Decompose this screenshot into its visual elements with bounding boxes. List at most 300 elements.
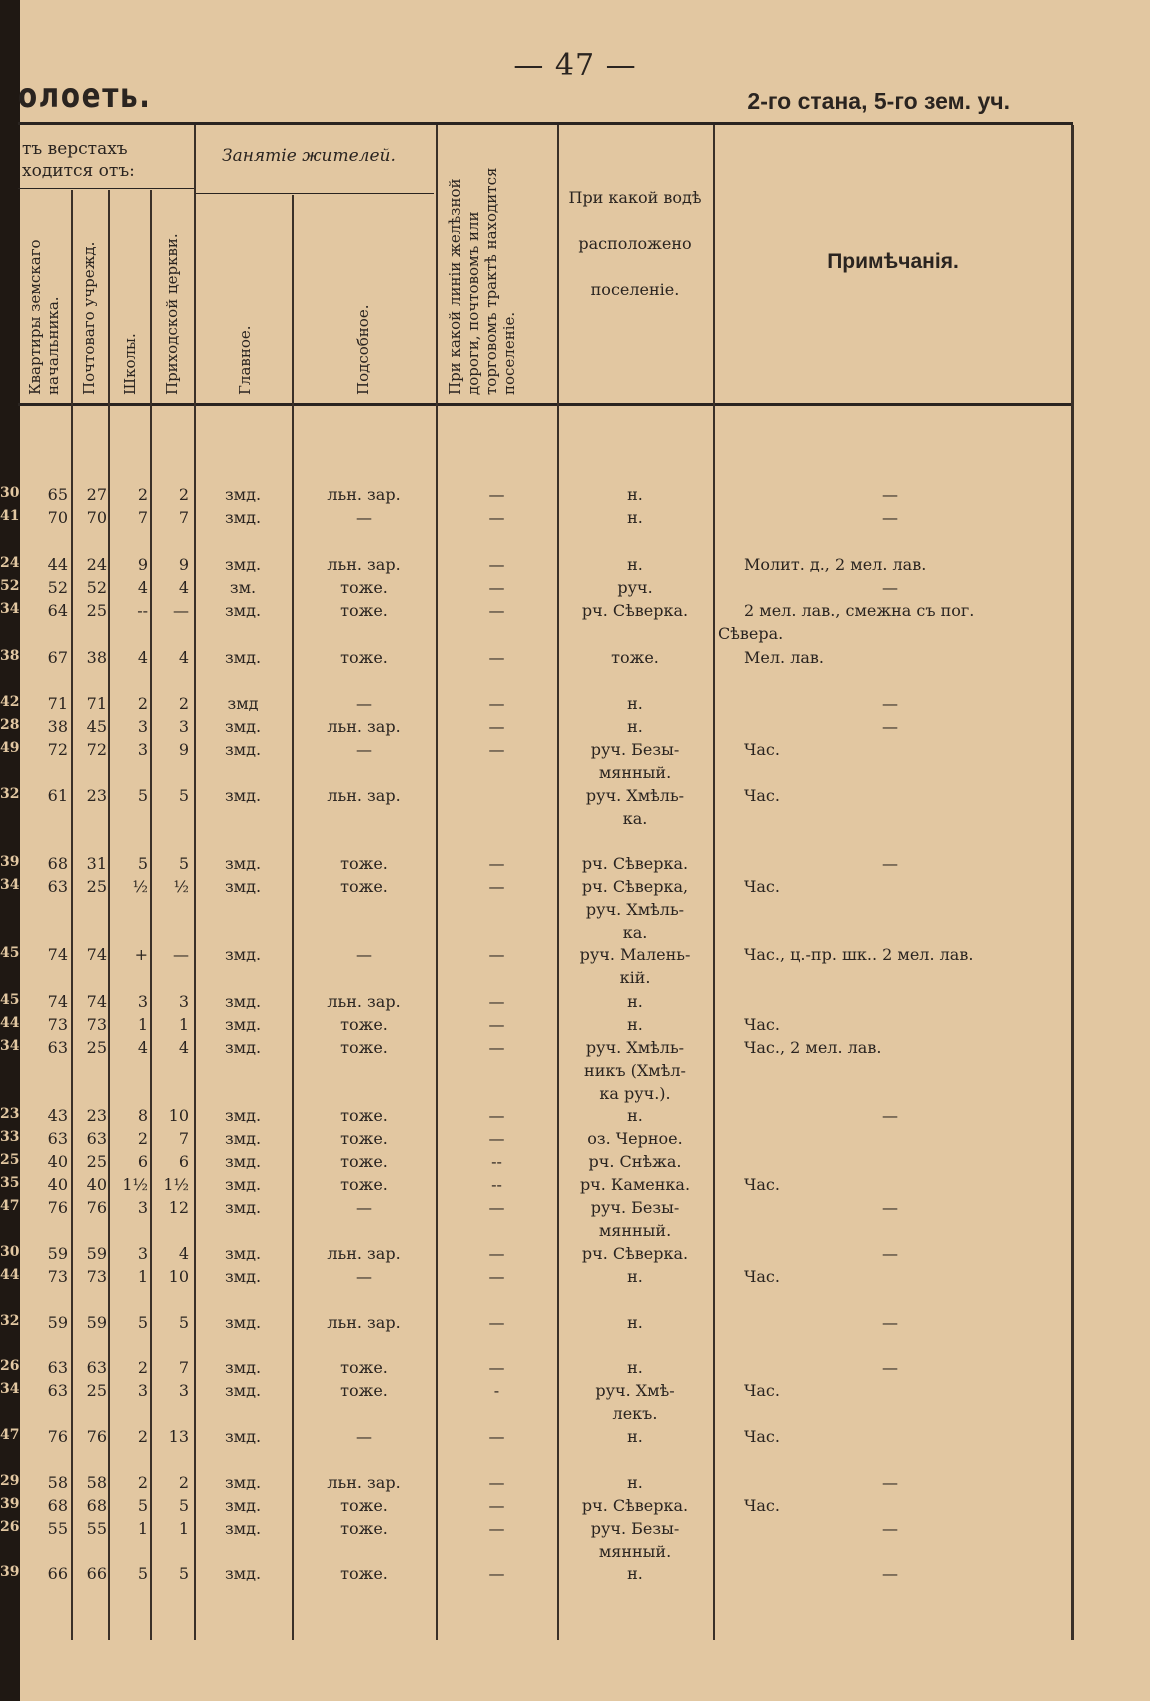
table-cell-kv: 67 (47, 648, 68, 667)
table-cell-water: н. (627, 508, 643, 527)
table-cell-notes: — (882, 694, 898, 713)
table-cell-kv: 76 (47, 1198, 68, 1217)
header-col-school: Школы. (121, 333, 139, 395)
table-cell-ps: тоже. (340, 1358, 388, 1377)
table-cell-notes: Час. (744, 1427, 780, 1446)
table-cell-ps: — (356, 694, 372, 713)
table-cell-rd: — (488, 740, 505, 759)
row-margin-number: 28 (0, 717, 20, 733)
table-cell-kv: 44 (47, 555, 68, 574)
table-cell-ch: 9 (178, 555, 189, 574)
row-margin-number: 34 (0, 1381, 20, 1397)
table-cell-ch: 10 (168, 1106, 189, 1125)
table-cell-po: 25 (86, 601, 107, 620)
table-cell-ch: 4 (178, 1038, 189, 1057)
table-cell-ps: тоже. (340, 1152, 388, 1171)
table-cell-po: 45 (86, 717, 107, 736)
table-cell-po: 27 (86, 485, 107, 504)
row-margin-number: 23 (0, 1106, 20, 1122)
header-distance-group: тъ верстахъ ходится отъ: (22, 139, 135, 181)
col-line (71, 190, 73, 1640)
table-cell-ch: 3 (178, 717, 189, 736)
table-cell-notes: — (882, 1244, 898, 1263)
table-cell-water: руч. Хмѣль- (585, 900, 685, 919)
district-title: олоеть. (18, 76, 152, 116)
row-margin-number: 35 (0, 1175, 20, 1191)
table-cell-ps: тоже. (340, 877, 388, 896)
table-cell-po: 66 (86, 1564, 107, 1583)
table-cell-water: н. (627, 717, 643, 736)
table-cell-notes: — (882, 508, 898, 527)
table-cell-kv: 76 (47, 1427, 68, 1446)
table-cell-ch: 1 (178, 1519, 189, 1538)
table-cell-notes: — (882, 578, 898, 597)
table-cell-ps: — (356, 1198, 372, 1217)
table-cell-ps: тоже. (340, 578, 388, 597)
table-cell-rd: -- (491, 1175, 502, 1194)
table-cell-ch: 7 (178, 508, 189, 527)
table-cell-ch: 10 (168, 1267, 189, 1286)
row-margin-number: 47 (0, 1198, 20, 1214)
table-cell-po: 25 (86, 1038, 107, 1057)
table-cell-po: 74 (86, 945, 107, 964)
table-cell-water: никъ (Хмѣл- (584, 1061, 686, 1080)
table-cell-water: н. (627, 1267, 643, 1286)
row-margin-number: 34 (0, 877, 20, 893)
table-cell-po: 55 (86, 1519, 107, 1538)
table-cell-rd: — (488, 945, 505, 964)
table-cell-rd: — (488, 1015, 505, 1034)
table-cell-ch: 5 (178, 854, 189, 873)
table-cell-po: 25 (86, 877, 107, 896)
table-cell-water: н. (627, 1015, 643, 1034)
table-cell-rd: — (488, 1106, 505, 1125)
table-cell-sh: 4 (137, 1038, 148, 1057)
row-margin-number: 25 (0, 1152, 20, 1168)
table-cell-water: руч. Малень- (579, 945, 691, 964)
table-cell-rd: - (493, 1381, 500, 1400)
table-cell-rd: — (488, 1313, 505, 1332)
row-margin-number: 42 (0, 694, 20, 710)
table-cell-rd: — (488, 601, 505, 620)
table-cell-water: н. (627, 1427, 643, 1446)
table-cell-gl: змд. (224, 1358, 262, 1377)
table-cell-notes: — (882, 1106, 898, 1125)
table-cell-po: 72 (86, 740, 107, 759)
table-cell-kv: 71 (47, 694, 68, 713)
table-cell-po: 52 (86, 578, 107, 597)
table-cell-po: 59 (86, 1313, 107, 1332)
table-cell-ch: 4 (178, 1244, 189, 1263)
table-cell-po: 73 (86, 1267, 107, 1286)
table-cell-ch: 3 (178, 992, 189, 1011)
table-cell-notes: — (882, 854, 898, 873)
table-cell-ch: 5 (178, 1564, 189, 1583)
table-cell-kv: 58 (47, 1473, 68, 1492)
table-cell-ps: льн. зар. (327, 717, 401, 736)
table-cell-water: руч. Безы- (590, 1519, 680, 1538)
table-cell-gl: змд. (224, 648, 262, 667)
table-cell-po: 58 (86, 1473, 107, 1492)
table-cell-ps: — (356, 1267, 372, 1286)
table-cell-ch: 1½ (163, 1175, 189, 1194)
table-cell-po: 38 (86, 648, 107, 667)
table-cell-ch: — (173, 601, 189, 620)
table-cell-ps: тоже. (340, 1106, 388, 1125)
table-cell-ps: льн. зар. (327, 485, 401, 504)
table-cell-gl: змд. (224, 1496, 262, 1515)
table-cell-rd: — (488, 1038, 505, 1057)
table-cell-kv: 38 (47, 717, 68, 736)
table-cell-notes: — (882, 1473, 898, 1492)
table-cell-gl: змд. (224, 1038, 262, 1057)
table-cell-po: 63 (86, 1358, 107, 1377)
table-cell-sh: 3 (137, 992, 148, 1011)
table-cell-water: рч. Каменка. (579, 1175, 691, 1194)
table-cell-kv: 63 (47, 877, 68, 896)
table-cell-gl: змд. (224, 992, 262, 1011)
table-cell-gl: змд. (224, 877, 262, 896)
table-cell-ch: 13 (168, 1427, 189, 1446)
table-cell-sh: + (134, 945, 148, 964)
table-cell-po: 40 (86, 1175, 107, 1194)
table-cell-po: 23 (86, 1106, 107, 1125)
table-cell-gl: зм. (229, 578, 257, 597)
table-cell-ch: 5 (178, 786, 189, 805)
table-cell-kv: 73 (47, 1015, 68, 1034)
table-cell-ch: 9 (178, 740, 189, 759)
table-cell-kv: 59 (47, 1313, 68, 1332)
table-cell-ps: тоже. (340, 601, 388, 620)
table-cell-po: 25 (86, 1381, 107, 1400)
row-margin-number: 33 (0, 1129, 20, 1145)
table-cell-sh: 3 (137, 1244, 148, 1263)
table-cell-kv: 64 (47, 601, 68, 620)
table-cell-kv: 74 (47, 945, 68, 964)
table-cell-po: 70 (86, 508, 107, 527)
table-cell-ch: 7 (178, 1358, 189, 1377)
table-cell-sh: 5 (137, 1313, 148, 1332)
header-bottom-rule (18, 403, 1073, 406)
table-cell-sh: 2 (137, 1358, 148, 1377)
row-margin-number: 38 (0, 648, 20, 664)
table-cell-notes: — (882, 1519, 898, 1538)
table-cell-gl: змд. (224, 1175, 262, 1194)
table-cell-water: н. (627, 1473, 643, 1492)
table-cell-kv: 73 (47, 1267, 68, 1286)
table-cell-sh: ½ (132, 877, 148, 896)
table-cell-rd: -- (491, 1152, 502, 1171)
table-cell-water: н. (627, 1358, 643, 1377)
table-cell-notes: 2 мел. лав., смежна съ пог. (744, 601, 975, 620)
table-cell-water: тоже. (611, 648, 659, 667)
table-cell-sh: 3 (137, 717, 148, 736)
table-cell-water: мянный. (598, 1221, 672, 1240)
table-cell-notes: Мел. лав. (744, 648, 824, 667)
row-margin-number: 34 (0, 601, 20, 617)
table-cell-notes: — (882, 1198, 898, 1217)
table-cell-ps: тоже. (340, 1496, 388, 1515)
table-cell-rd: — (488, 648, 505, 667)
table-cell-gl: змд. (224, 508, 262, 527)
table-cell-sh: 1 (137, 1519, 148, 1538)
header-col-zemsky: Квартиры земскаго начальника. (26, 239, 62, 395)
table-cell-ps: льн. зар. (327, 1313, 401, 1332)
table-cell-notes: — (882, 717, 898, 736)
header-water: При какой водѣ расположено поселеніе. (568, 188, 702, 299)
table-cell-notes: Час. (744, 877, 780, 896)
table-cell-ch: 2 (178, 1473, 189, 1492)
table-cell-sh: 2 (137, 485, 148, 504)
table-cell-rd: — (488, 717, 505, 736)
table-cell-rd: — (488, 1198, 505, 1217)
table-cell-ch: 3 (178, 1381, 189, 1400)
table-cell-gl: змд. (224, 740, 262, 759)
table-cell-kv: 63 (47, 1129, 68, 1148)
table-cell-sh: 2 (137, 1473, 148, 1492)
table-cell-gl: змд. (224, 1015, 262, 1034)
table-cell-po: 59 (86, 1244, 107, 1263)
table-cell-ch: 4 (178, 648, 189, 667)
table-cell-sh: -- (137, 601, 148, 620)
table-cell-water: н. (627, 992, 643, 1011)
table-cell-gl: змд. (224, 1473, 262, 1492)
table-cell-water: мянный. (598, 1542, 672, 1561)
table-cell-ch: 5 (178, 1496, 189, 1515)
table-cell-gl: змд. (224, 1564, 262, 1583)
table-cell-kv: 72 (47, 740, 68, 759)
table-cell-rd: — (488, 992, 505, 1011)
table-cell-ch: — (173, 945, 189, 964)
table-cell-ps: тоже. (340, 648, 388, 667)
row-margin-number: 45 (0, 992, 20, 1008)
table-cell-kv: 40 (47, 1152, 68, 1171)
table-cell-sh: 2 (137, 1129, 148, 1148)
table-cell-water: руч. Хмѣль- (585, 1038, 685, 1057)
table-cell-rd: — (488, 854, 505, 873)
book-spine (0, 0, 20, 1701)
table-cell-ch: 12 (168, 1198, 189, 1217)
header-col-main: Главное. (236, 325, 254, 395)
table-cell-gl: змд. (224, 945, 262, 964)
table-cell-ch: 7 (178, 1129, 189, 1148)
table-cell-po: 63 (86, 1129, 107, 1148)
table-cell-gl: змд. (224, 1427, 262, 1446)
table-cell-kv: 68 (47, 854, 68, 873)
table-cell-water: лекъ. (612, 1404, 658, 1423)
top-rule (18, 122, 1073, 125)
table-cell-gl: змд. (224, 601, 262, 620)
table-cell-water: руч. Хмѣль- (585, 786, 685, 805)
table-cell-rd: — (488, 1129, 505, 1148)
table-cell-kv: 66 (47, 1564, 68, 1583)
table-cell-gl: змд. (224, 786, 262, 805)
header-road: При какой линіи желѣзной дороги, почтовомъ или торговомъ трактѣ находится поселеніе. (446, 167, 518, 395)
table-cell-gl: змд. (224, 1198, 262, 1217)
table-cell-water: руч. Безы- (590, 740, 680, 759)
table-cell-ps: льн. зар. (327, 992, 401, 1011)
table-cell-water: руч. Безы- (590, 1198, 680, 1217)
table-cell-kv: 63 (47, 1381, 68, 1400)
table-cell-kv: 52 (47, 578, 68, 597)
header-col-aux: Подсобное. (354, 304, 372, 395)
row-margin-number: 49 (0, 740, 20, 756)
table-cell-ps: — (356, 508, 372, 527)
table-cell-sh: 6 (137, 1152, 148, 1171)
table-cell-water: рч. Снѣжа. (588, 1152, 682, 1171)
row-margin-number: 24 (0, 555, 20, 571)
table-cell-ps: льн. зар. (327, 1473, 401, 1492)
table-cell-rd: — (488, 1519, 505, 1538)
table-cell-notes: — (882, 1313, 898, 1332)
header-notes: Примѣчанія. (827, 250, 959, 273)
table-cell-rd: — (488, 1427, 505, 1446)
table-cell-po: 74 (86, 992, 107, 1011)
table-cell-gl: змд. (224, 555, 262, 574)
row-margin-number: 39 (0, 854, 20, 870)
table-cell-po: 24 (86, 555, 107, 574)
row-margin-number: 39 (0, 1564, 20, 1580)
table-cell-kv: 40 (47, 1175, 68, 1194)
table-cell-po: 68 (86, 1496, 107, 1515)
table-cell-ps: льн. зар. (327, 555, 401, 574)
table-cell-sh: 9 (137, 555, 148, 574)
section-title: 2-го стана, 5-го зем. уч. (747, 88, 1010, 114)
table-cell-kv: 61 (47, 786, 68, 805)
table-cell-water: ка. (622, 923, 648, 942)
table-cell-gl: змд (227, 694, 259, 713)
table-cell-notes: — (882, 485, 898, 504)
table-cell-water: н. (627, 1106, 643, 1125)
table-cell-rd: — (488, 1564, 505, 1583)
row-margin-number: 47 (0, 1427, 20, 1443)
table-cell-rd: — (488, 508, 505, 527)
table-cell-ch: 1 (178, 1015, 189, 1034)
table-cell-rd: — (488, 694, 505, 713)
table-cell-gl: змд. (224, 1313, 262, 1332)
table-cell-sh: 1 (137, 1015, 148, 1034)
row-margin-number: 34 (0, 1038, 20, 1054)
table-cell-notes: Час. (744, 740, 780, 759)
table-cell-ps: — (356, 945, 372, 964)
row-margin-number: 29 (0, 1473, 20, 1489)
table-cell-water: рч. Сѣверка. (581, 601, 689, 620)
row-margin-number: 32 (0, 1313, 20, 1329)
table-cell-notes: — (882, 1358, 898, 1377)
table-cell-kv: 43 (47, 1106, 68, 1125)
table-cell-ch: 5 (178, 1313, 189, 1332)
row-margin-number: 39 (0, 1496, 20, 1512)
table-cell-po: 23 (86, 786, 107, 805)
table-cell-notes: Час. (744, 1496, 780, 1515)
distance-subrule (18, 188, 194, 189)
occupation-subrule (196, 193, 434, 194)
header-col-post: Почтоваго учрежд. (80, 241, 98, 395)
table-cell-notes: Час., 2 мел. лав. (744, 1038, 882, 1057)
row-margin-number: 32 (0, 786, 20, 802)
table-cell-ps: тоже. (340, 854, 388, 873)
table-cell-ps: тоже. (340, 1015, 388, 1034)
table-cell-kv: 63 (47, 1038, 68, 1057)
table-cell-water: н. (627, 1564, 643, 1583)
table-cell-ch: 2 (178, 485, 189, 504)
table-cell-kv: 70 (47, 508, 68, 527)
table-cell-sh: 5 (137, 1496, 148, 1515)
table-cell-gl: змд. (224, 1152, 262, 1171)
table-cell-sh: 1 (137, 1267, 148, 1286)
table-cell-water: н. (627, 1313, 643, 1332)
table-cell-ps: льн. зар. (327, 1244, 401, 1263)
table-cell-sh: 2 (137, 694, 148, 713)
table-cell-water: руч. Хмѣ- (595, 1381, 675, 1400)
table-cell-gl: змд. (224, 1129, 262, 1148)
row-margin-number: 30 (0, 1244, 20, 1260)
table-cell-rd: — (488, 1244, 505, 1263)
table-cell-sh: 8 (137, 1106, 148, 1125)
page-number: — 47 — (513, 48, 637, 83)
table-cell-water: н. (627, 555, 643, 574)
table-cell-sh: 4 (137, 648, 148, 667)
table-cell-water: н. (627, 485, 643, 504)
table-cell-gl: змд. (224, 1244, 262, 1263)
table-cell-water: ка руч.). (599, 1084, 671, 1103)
row-margin-number: 44 (0, 1015, 20, 1031)
table-cell-ps: тоже. (340, 1519, 388, 1538)
table-cell-water: ка. (622, 809, 648, 828)
table-cell-ch: ½ (173, 877, 189, 896)
row-margin-number: 30 (0, 485, 20, 501)
table-cell-notes: Час. (744, 1381, 780, 1400)
table-cell-notes: Молит. д., 2 мел. лав. (744, 555, 927, 574)
table-cell-water: рч. Сѣверка, (581, 877, 689, 896)
table-cell-po: 31 (86, 854, 107, 873)
table-cell-water: рч. Сѣверка. (581, 1496, 689, 1515)
table-cell-water: рч. Сѣверка. (581, 1244, 689, 1263)
table-cell-rd: — (488, 877, 505, 896)
table-cell-notes: Час., ц.-пр. шк.. 2 мел. лав. (744, 945, 974, 964)
table-cell-kv: 68 (47, 1496, 68, 1515)
table-cell-ps: тоже. (340, 1038, 388, 1057)
row-margin-number: 41 (0, 508, 20, 524)
table-cell-kv: 65 (47, 485, 68, 504)
col-line (292, 195, 294, 1640)
table-cell-sh: 3 (137, 740, 148, 759)
table-cell-notes: Час. (744, 1267, 780, 1286)
row-margin-number: 26 (0, 1519, 20, 1535)
header-occupation-group: Занятіе жителей. (222, 146, 396, 166)
table-cell-rd: — (488, 1496, 505, 1515)
table-cell-rd: — (488, 555, 505, 574)
table-cell-rd: — (488, 578, 505, 597)
col-line (150, 190, 152, 1640)
table-cell-ps: тоже. (340, 1175, 388, 1194)
table-cell-kv: 63 (47, 1358, 68, 1377)
table-cell-water: мянный. (598, 763, 672, 782)
table-cell-gl: змд. (224, 717, 262, 736)
table-cell-gl: змд. (224, 854, 262, 873)
col-line (108, 190, 110, 1640)
header-col-church: Приходской церкви. (163, 233, 181, 395)
table-cell-sh: 7 (137, 508, 148, 527)
table-cell-notes: Час. (744, 786, 780, 805)
table-cell-po: 76 (86, 1427, 107, 1446)
table-cell-ps: тоже. (340, 1564, 388, 1583)
table-cell-notes: — (882, 1564, 898, 1583)
table-cell-po: 76 (86, 1198, 107, 1217)
row-margin-number: 26 (0, 1358, 20, 1374)
table-cell-rd: — (488, 1267, 505, 1286)
table-cell-kv: 55 (47, 1519, 68, 1538)
